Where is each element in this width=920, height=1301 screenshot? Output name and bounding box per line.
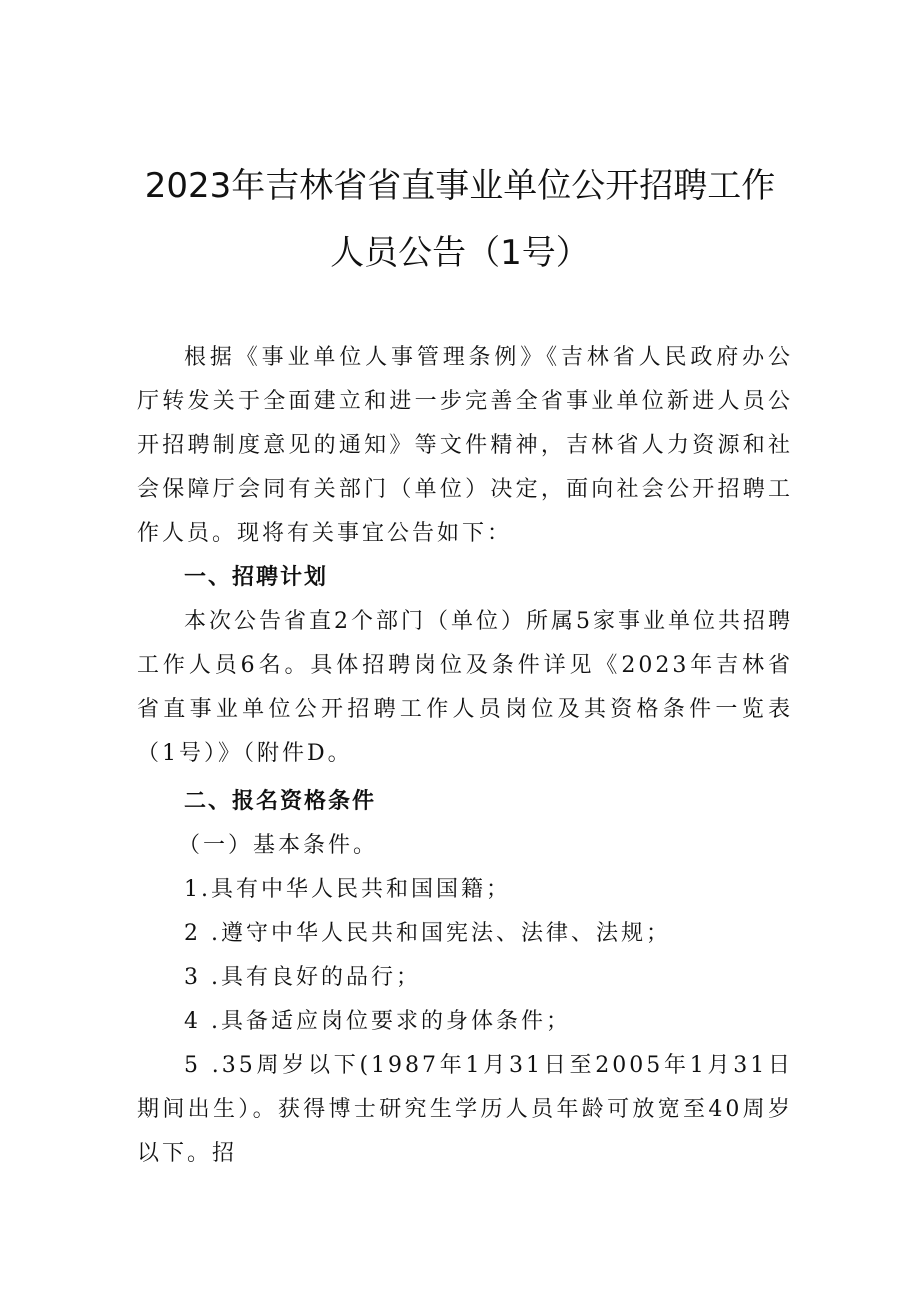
document-title-line-1: 2023年吉林省省直事业单位公开招聘工作 <box>144 166 776 206</box>
document-title-line-2: 人员公告（1号） <box>330 233 590 273</box>
recruitment-plan-paragraph: 本次公告省直2个部门（单位）所属5家事业单位共招聘工作人员6名。具体招聘岗位及条件详见《2023年吉林省省直事业单位公开招聘工作人员岗位及其资格条件一览表（1号）》（附件D。 <box>137 609 793 766</box>
condition-item-2: 2 .遵守中华人民共和国宪法、法律、法规； <box>184 921 671 946</box>
section-heading-recruitment-plan: 一、招聘计划 <box>184 565 329 590</box>
condition-item-3: 3 .具有良好的品行； <box>184 965 421 990</box>
section-heading-eligibility: 二、报名资格条件 <box>184 789 377 814</box>
condition-item-5: 5 .35周岁以下(1987年1月31日至2005年1月31日期间出生）。获得博士研究生学历人员年龄可放宽至40周岁以下。招 <box>137 1053 793 1166</box>
condition-item-4: 4 .具备适应岗位要求的身体条件； <box>184 1009 571 1034</box>
condition-item-1: 1.具有中华人民共和国国籍； <box>184 877 511 902</box>
intro-paragraph: 根据《事业单位人事管理条例》《吉林省人民政府办公厅转发关于全面建立和进一步完善全省事业单位新进人员公开招聘制度意见的通知》等文件精神，吉林省人力资源和社会保障厅会同有关部门（单位）决定，面向社会公开招聘工作人员。现将有关事宜公告如下： <box>137 345 793 546</box>
subheading-basic-conditions: （一）基本条件。 <box>178 833 379 858</box>
document-body <box>137 336 793 1176</box>
